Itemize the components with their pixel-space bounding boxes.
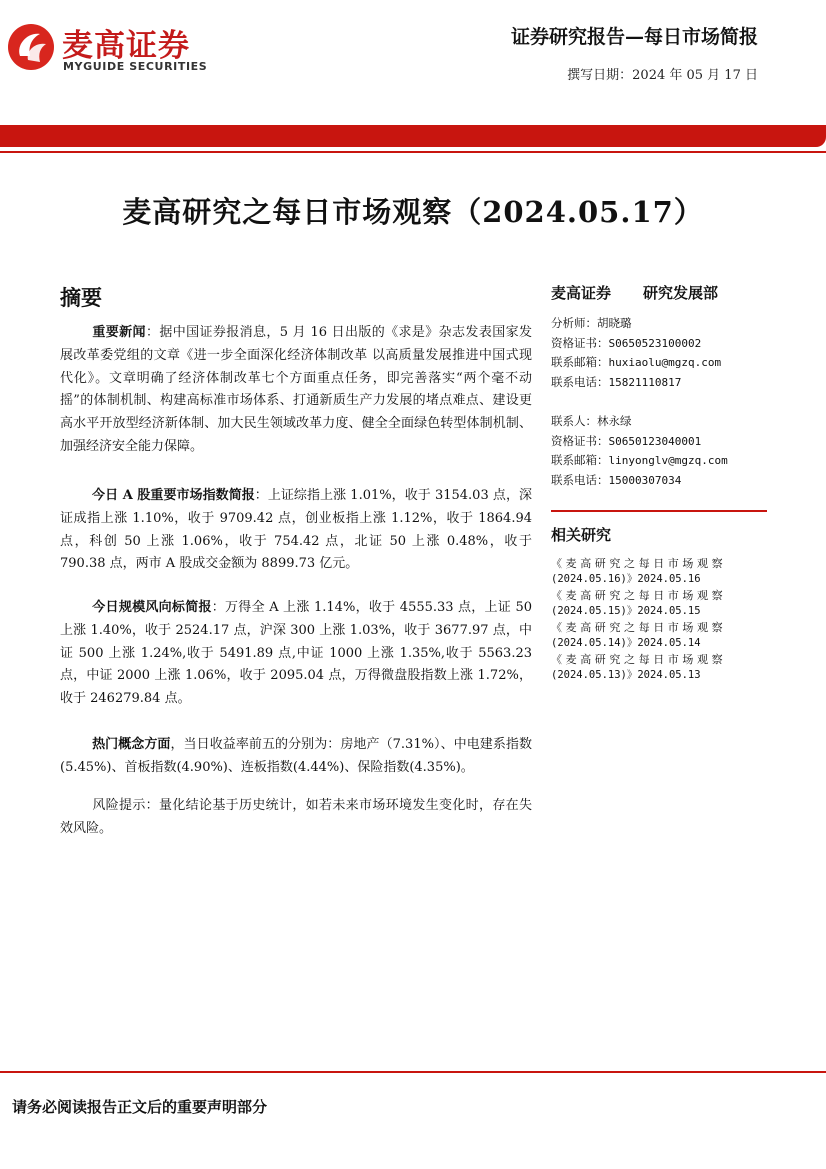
company-name: 麦高证券 [551,284,612,302]
company-logo-text: 麦高证券 [62,28,190,64]
analyst-cert: S0650523100002 [608,336,702,350]
summary-heading: 摘要 [60,285,102,310]
related-research-date: (2024.05.13)》2024.05.13 [551,668,701,681]
analyst-cert-row: 资格证书：S0650523100002 [551,335,702,350]
paragraph-text: ：上证综指上涨 1.01%，收于 3154.03 点，深证成指上涨 1.10%，收于 9709.42 点，创业板指上涨 1.12%，收于 1864.94 点，科创 50 上涨 1.06%，收于 754.42 点，北证 50 上涨 0.48%，收于 790.38 点，两市 A 股成交金额为 8899.73 亿元。 [60,488,532,572]
report-date: 撰写日期：2024 年 05 月 17 日 [567,68,758,83]
paragraph-risk [60,795,532,841]
related-research-item[interactable] [551,652,767,683]
header-red-rule [0,151,826,153]
related-research-title: 《麦高研究之每日市场观察 [551,557,727,570]
paragraph-text: ，当日收益率前五的分别为：房地产（7.31%）、中电建系指数(5.45%)、首板指数(4.90%)、连板指数(4.44%)、保险指数(4.35%)。 [60,737,532,775]
analyst-name: 胡晓璐 [597,316,632,330]
contact-email: linyonglv@mgzq.com [608,454,728,467]
report-type: 证券研究报告—每日市场简报 [510,26,758,48]
related-research-date: (2024.05.16)》2024.05.16 [551,572,701,585]
footer-rule [0,1071,826,1073]
paragraph-scale-brief [60,597,532,711]
related-research-title: 《麦高研究之每日市场观察 [551,653,727,666]
related-research-rule [551,510,767,512]
paragraph-label: 今日 A 股重要市场指数简报 [92,488,255,503]
related-research-date: (2024.05.15)》2024.05.15 [551,604,701,617]
company-logo-icon [6,22,56,72]
contact-phone-row: 联系电话：15000307034 [551,472,682,487]
contact-cert: S0650123040001 [608,434,702,448]
paragraph-index-brief [60,485,532,576]
department-name: 研究发展部 [643,284,719,302]
document-title: 麦高研究之每日市场观察（2024.05.17） [122,195,704,229]
contact-email-row: 联系邮箱：linyonglv@mgzq.com [551,453,728,467]
related-research-date: (2024.05.14)》2024.05.14 [551,636,701,649]
contact-cert-row: 资格证书：S0650123040001 [551,433,702,448]
related-research-heading: 相关研究 [551,526,612,544]
analyst-phone-row: 联系电话：15821110817 [551,374,682,389]
paragraph-label: 重要新闻 [92,325,146,340]
paragraph-text: ：据中国证券报消息，5 月 16 日出版的《求是》杂志发表国家发展改革委党组的文章《进一步全面深化经济体制改革 以高质量发展推进中国式现代化》。文章明确了经济体制改革七个方面重点任务，即完善落实“两个毫不动摇”的体制机制、构建高标准市场体系、打通新质生产力发展的堵点难点、建设更高水平开放型经济新体制、加大民生领域改革力度、健全全面绿色转型体制机制、加强经济安全能力保障。 [60,325,532,454]
paragraph-text: ：万得全 A 上涨 1.14%，收于 4555.33 点，上证 50 上涨 1.40%，收于 2524.17 点，沪深 300 上涨 1.03%，收于 3677.97 点，中证 500 上涨 1.24%,收于 5491.89 点,中证 1000 上涨 1.35%,收于 5563.23 点，中证 2000 上涨 1.06%，收于 2095.04 点，万得微盘股指数上涨 1.72%，收于 246279.84 点。 [60,600,532,707]
paragraph-text: 风险提示：量化结论基于历史统计，如若未来市场环境发生变化时，存在失效风险。 [60,798,532,836]
related-research-item[interactable] [551,588,767,619]
related-research-title: 《麦高研究之每日市场观察 [551,589,727,602]
department-heading [551,282,718,303]
related-research-title: 《麦高研究之每日市场观察 [551,621,727,634]
paragraph-label: 今日规模风向标简报 [92,600,212,615]
footer-disclaimer: 请务必阅读报告正文后的重要声明部分 [12,1098,268,1116]
paragraph-news [60,322,532,459]
related-research-item[interactable] [551,556,767,587]
contact-row: 联系人：林永绿 [551,414,632,428]
paragraph-hot-concepts [60,734,532,780]
related-research-item[interactable] [551,620,767,651]
paragraph-label: 热门概念方面 [92,737,171,752]
analyst-email-row: 联系邮箱：huxiaolu@mgzq.com [551,355,722,369]
contact-phone: 15000307034 [608,473,682,487]
analyst-row: 分析师：胡晓璐 [551,316,632,330]
analyst-info [551,314,721,392]
header-red-band [0,125,826,147]
contact-info [551,412,728,490]
analyst-phone: 15821110817 [608,375,682,389]
company-logo-english: MYGUIDE SECURITIES [63,60,208,73]
contact-name: 林永绿 [597,414,632,428]
analyst-email: huxiaolu@mgzq.com [608,356,722,369]
